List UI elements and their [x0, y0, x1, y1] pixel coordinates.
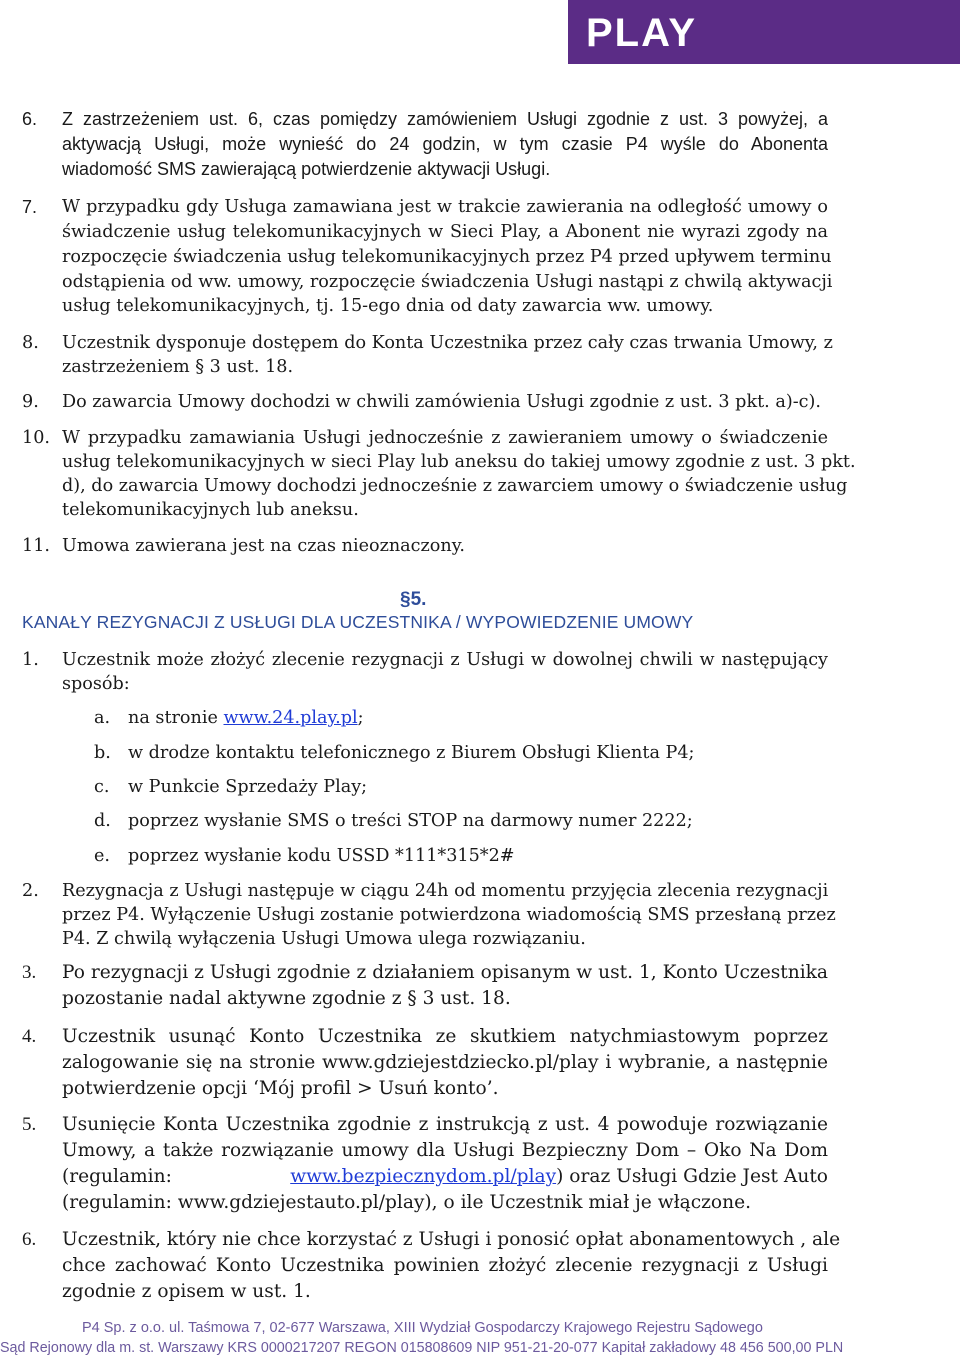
- item-10-number: 10.: [22, 428, 50, 448]
- s5-item-4-line-2: zalogowanie się na stronie www.gdziejestdziecko.pl/play i wybranie, a następnie: [62, 1052, 828, 1073]
- s5-item-6-line-2: chce zachować Konto Uczestnika powinien złożyć zlecenie rezygnacji z Usługi: [62, 1255, 828, 1276]
- section-title: KANAŁY REZYGNACJI Z USŁUGI DLA UCZESTNIKA / WYPOWIEDZENIE UMOWY: [22, 612, 694, 632]
- footer-line-2: Sąd Rejonowy dla m. st. Warszawy KRS 0000217207 REGON 015808609 NIP 951-21-20-077 Kapitał zakładowy 48 456 500,00 PLN: [0, 1340, 844, 1356]
- play-website-link[interactable]: www.24.play.pl: [223, 708, 358, 728]
- item-10-line-3: d), do zawarcia Umowy dochodzi jednocześnie z zawarciem umowy o świadczenie usług: [62, 476, 848, 496]
- footer-line-1: P4 Sp. z o.o. ul. Taśmowa 7, 02-677 Warszawa, XIII Wydział Gospodarczy Krajowego Rejestru Sądowego: [82, 1320, 763, 1336]
- item-9-line-1: Do zawarcia Umowy dochodzi w chwili zamówienia Usługi zgodnie z ust. 3 pkt. a)-c).: [62, 392, 821, 412]
- item-8-line-2: zastrzeżeniem § 3 ust. 18.: [62, 357, 294, 377]
- s5-item-4-line-1: Uczestnik usunąć Konto Uczestnika ze skutkiem natychmiastowym poprzez: [62, 1026, 828, 1047]
- item-7-line-1: W przypadku gdy Usługa zamawiana jest w trakcie zawierania na odległość umowy o: [62, 197, 828, 217]
- play-logo: [568, 0, 960, 64]
- s5-item-5-number: 5.: [22, 1114, 37, 1135]
- channel-a-prefix: na stronie: [128, 708, 224, 728]
- item-7-line-2: świadczenie usług telekomunikacyjnych w Sieci Play, a Abonent nie wyrazi zgody na: [62, 222, 828, 242]
- s5-item-1-line-1: Uczestnik może złożyć zlecenie rezygnacji z Usługi w dowolnej chwili w następujący: [62, 650, 828, 670]
- channel-b: w drodze kontaktu telefonicznego z Biurem Obsługi Klienta P4;: [128, 743, 695, 763]
- item-7-line-3: rozpoczęcie świadczenia usług telekomunikacyjnych przez P4 przed upływem terminu: [62, 247, 832, 267]
- s5-item-1-number: 1.: [22, 650, 39, 670]
- item-10-line-2: usług telekomunikacyjnych w sieci Play lub aneksu do takiej umowy zgodnie z ust. 3 pkt.: [62, 452, 856, 472]
- s5-item-6-line-3: zgodnie z opisem w ust. 1.: [62, 1281, 311, 1302]
- channel-c: w Punkcie Sprzedaży Play;: [128, 777, 368, 797]
- channel-b-letter: b.: [94, 743, 111, 763]
- s5-item-2-number: 2.: [22, 881, 39, 901]
- channel-e-letter: e.: [94, 846, 111, 866]
- s5-item-3-number: 3.: [22, 962, 37, 983]
- s5-item-2-line-1: Rezygnacja z Usługi następuje w ciągu 24h od momentu przyjęcia zlecenia rezygnacji: [62, 881, 829, 901]
- item-8-line-1: Uczestnik dysponuje dostępem do Konta Uczestnika przez cały czas trwania Umowy, z: [62, 333, 833, 353]
- s5-item-5-line-2: Umowy, a także rozwiązanie umowy dla Usługi Bezpieczny Dom – Oko Na Dom: [62, 1140, 828, 1161]
- s5-item-2-line-2: przez P4. Wyłączenie Usługi zostanie potwierdzona wiadomością SMS przesłaną przez: [62, 905, 836, 925]
- channel-a-suffix: ;: [357, 708, 364, 728]
- channel-c-letter: c.: [94, 777, 110, 797]
- channel-d: poprzez wysłanie SMS o treści STOP na darmowy numer 2222;: [128, 811, 693, 831]
- item-6-number: 6.: [22, 109, 38, 129]
- s5-item-1-line-2: sposób:: [62, 674, 130, 694]
- s5-item-5-line-4: (regulamin: www.gdziejestauto.pl/play), o ile Uczestnik miał je włączone.: [62, 1192, 752, 1213]
- play-logo-text: PLAY: [586, 14, 698, 52]
- s5-item-5-line-3: [62, 1166, 828, 1187]
- bezpiecznydom-link[interactable]: www.bezpiecznydom.pl/play: [290, 1166, 557, 1187]
- item-6-line-1: Z zastrzeżeniem ust. 6, czas pomiędzy zamówieniem Usługi zgodnie z ust. 3 powyżej, a: [62, 109, 828, 129]
- item-10-line-1: W przypadku zamawiania Usługi jednocześnie z zawieraniem umowy o świadczenie: [62, 428, 828, 448]
- play-logo-icon: [586, 14, 786, 52]
- s5-item-2-line-3: P4. Z chwilą wyłączenia Usługi Umowa ulega rozwiązaniu.: [62, 929, 586, 949]
- channel-a-letter: a.: [94, 708, 111, 728]
- channel-e: poprzez wysłanie kodu USSD *111*315*2#: [128, 846, 515, 866]
- item-10-line-4: telekomunikacyjnych lub aneksu.: [62, 500, 359, 520]
- item-8-number: 8.: [22, 333, 39, 353]
- s5-item-4-line-3: potwierdzenie opcji ‘Mój profil > Usuń konto’.: [62, 1078, 499, 1099]
- s5-item-4-number: 4.: [22, 1026, 37, 1047]
- item-11-number: 11.: [22, 536, 50, 556]
- item-6-line-2: aktywacją Usługi, może wynieść do 24 godzin, w tym czasie P4 wyśle do Abonenta: [62, 134, 828, 154]
- s5-item-5-spacer: [178, 1166, 290, 1187]
- s5-item-6-line-1: Uczestnik, który nie chce korzystać z Usługi i ponosić opłat abonamentowych , ale: [62, 1229, 841, 1250]
- channel-a: [128, 708, 364, 728]
- item-7-number: 7.: [22, 197, 38, 217]
- item-7-line-5: usług telekomunikacyjnych, tj. 15-ego dnia od daty zawarcia ww. umowy.: [62, 296, 714, 316]
- channel-d-letter: d.: [94, 811, 111, 831]
- section-number: §5.: [400, 589, 427, 610]
- item-7-line-4: odstąpienia od ww. umowy, rozpoczęcie świadczenia Usługi nastąpi z chwilą aktywacji: [62, 272, 833, 292]
- s5-item-5-line-1: Usunięcie Konta Uczestnika zgodnie z instrukcją z ust. 4 powoduje rozwiązanie: [62, 1114, 828, 1135]
- s5-item-6-number: 6.: [22, 1229, 37, 1250]
- s5-item-3-line-2: pozostanie nadal aktywne zgodnie z § 3 ust. 18.: [62, 988, 511, 1009]
- s5-item-5-line-3-suffix: ) oraz Usługi Gdzie Jest Auto: [556, 1166, 828, 1187]
- s5-item-3-line-1: Po rezygnacji z Usługi zgodnie z działaniem opisanym w ust. 1, Konto Uczestnika: [62, 962, 828, 983]
- item-9-number: 9.: [22, 392, 39, 412]
- item-6-line-3: wiadomość SMS zawierającą potwierdzenie aktywacji Usługi.: [62, 159, 551, 179]
- item-11-line-1: Umowa zawierana jest na czas nieoznaczony.: [62, 536, 465, 556]
- s5-item-5-line-3-prefix: (regulamin:: [62, 1166, 178, 1187]
